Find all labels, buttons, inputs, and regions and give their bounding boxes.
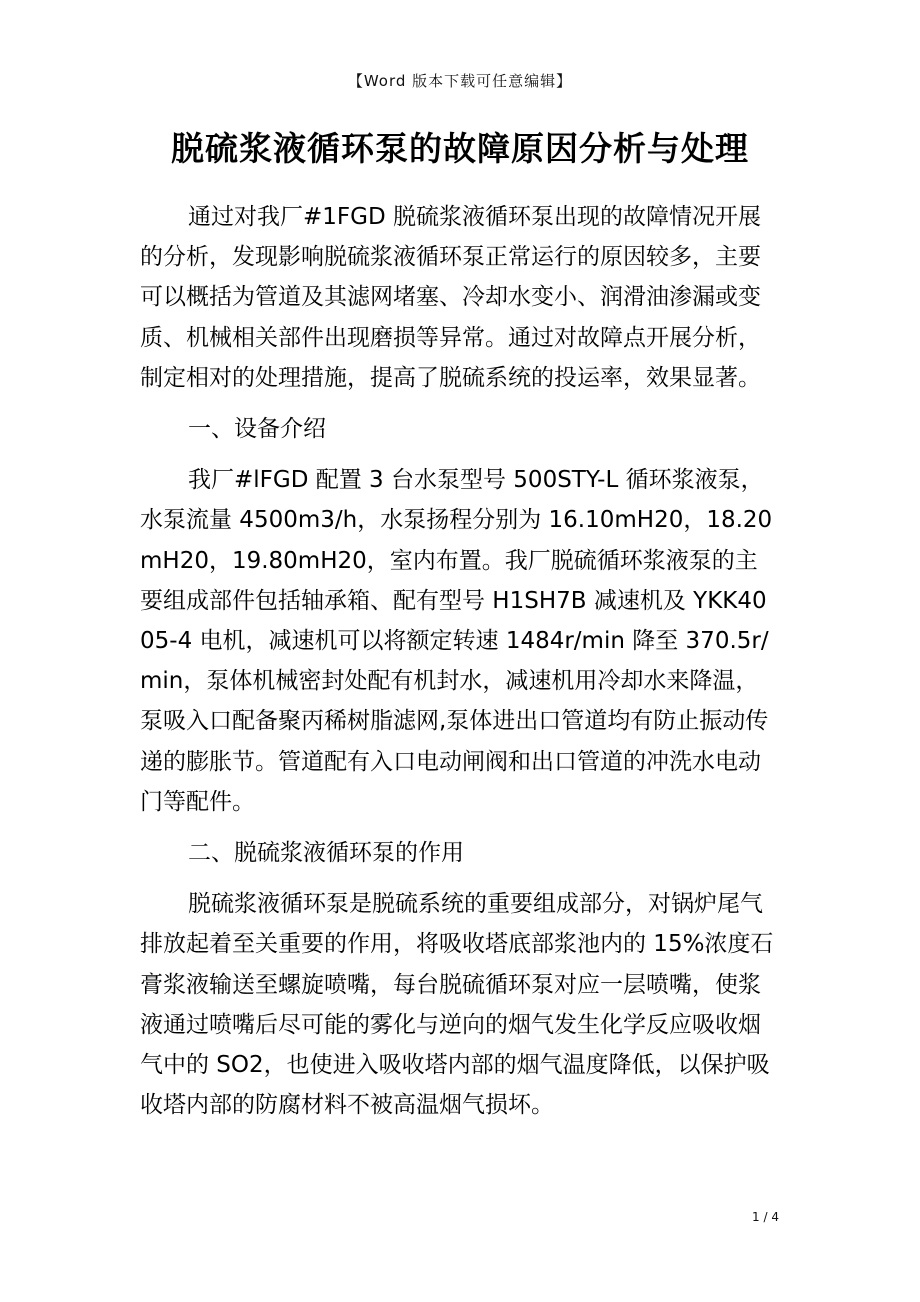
paragraph-function: 脱硫浆液循环泵是脱硫系统的重要组成部分，对锅炉尾气排放起着至关重要的作用，将吸收塔底部浆池内的 15%浓度石膏浆液输送至螺旋喷嘴，每台脱硫循环泵对应一层喷嘴，使浆液通过喷嘴后尽可能的雾化与逆向的烟气发生化学反应吸收烟气中的 SO2，也使进入吸收塔内部的烟气温度降低，以保护吸收塔内部的防腐材料不被高温烟气损坏。 [140,891,774,1119]
document-title: 脱硫浆液循环泵的故障原因分析与处理 [171,129,749,168]
document-body [140,197,780,1136]
paragraph-intro: 通过对我厂#1FGD 脱硫浆液循环泵出现的故障情况开展的分析，发现影响脱硫浆液循环泵正常运行的原因较多，主要可以概括为管道及其滤网堵塞、冷却水变小、润滑油渗漏或变质、机械相关部件出现磨损等异常。通过对故障点开展分析，制定相对的处理措施，提高了脱硫系统的投运率，效果显著。 [140,204,761,391]
header-note: 【Word 版本下载可任意编辑】 [347,72,573,90]
paragraph-equipment: 我厂#lFGD 配置 3 台水泵型号 500STY-L 循环浆液泵，水泵流量 4500m3/h，水泵扬程分别为 16.10mH20，18.20mH20，19.80mH20，室内布置。我厂脱硫循环浆液泵的主要组成部件包括轴承箱、配有型号 H1SH7B 减速机及 YKK4005-4 电机，减速机可以将额定转速 1484r/min 降至 370.5r/min，泵体机械密封处配有机封水，减速机用冷却水来降温，泵吸入口配备聚丙稀树脂滤网,泵体进出口管道均有防止振动传递的膨胀节。管道配有入口电动闸阀和出口管道的冲洗水电动门等配件。 [140,467,773,815]
page-number: 1 / 4 [752,1210,779,1224]
section-heading-function: 二、脱硫浆液循环泵的作用 [188,840,464,867]
section-heading-equipment: 一、设备介绍 [188,416,326,443]
